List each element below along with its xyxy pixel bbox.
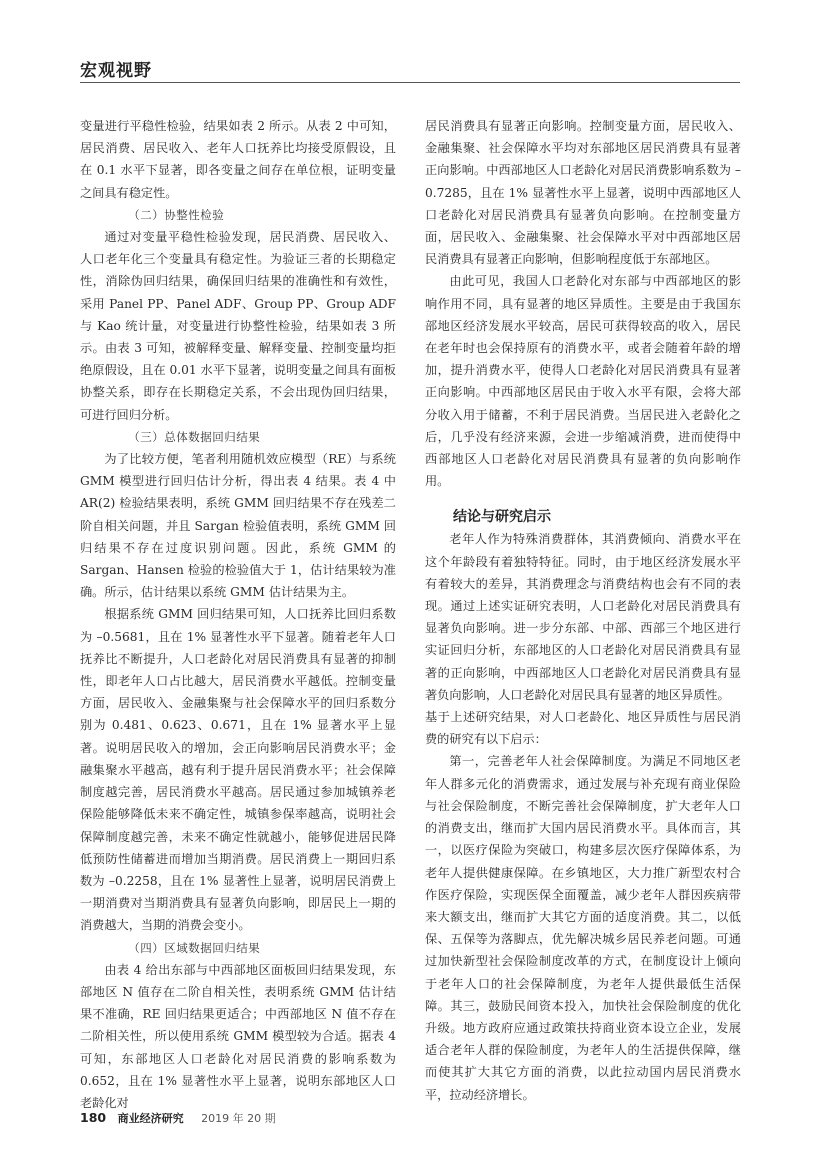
- subsection-heading: （四）区域数据回归结果: [128, 940, 261, 955]
- page-number: 180: [80, 1110, 107, 1125]
- paragraph: 老年人作为特殊消费群体，其消费倾向、消费水平在这个年龄段有着独特特征。同时，由于地区经济发展水平有着较大的差异，其消费理念与消费结构也会有不同的表现。通过上述实证研究表明，人口老龄化对居民消费具有显著负向影响。进一步分东部、中部、西部三个地区进行实证回归分析，东部地区的人口老龄化对居民消费具有显著的正向影响，中西部地区人口老龄化对居民消费具有显著负向影响，人口老龄化对居民具有显著的地区异质性。: [425, 532, 741, 702]
- left-column: [80, 115, 396, 1114]
- paragraph: 第一，完善老年人社会保障制度。为满足不同地区老年人群多元化的消费需求，通过发展与补充现有商业保险与社会保险制度，不断完善社会保障制度，扩大老年人口的消费支出，继而扩大国内居民消费水平。具体而言，其一，以医疗保险为突破口，构建多层次医疗保障体系，为老年人提供健康保障。在乡镇地区，大力推广新型农村合作医疗保险，实现医保全面覆盖，减少老年人群因疾病带来大额支出，继而扩大其它方面的适度消费。其二，以低保、五保等为落脚点，优先解决城乡居民养老问题。可通过加快新型社会保险制度改革的方式，在制度设计上倾向于老年人口的社会保障制度，为老年人提供最低生活保障。其三，鼓励民间资本投入，加快社会保险制度的优化升级。地方政府应通过政策扶持商业资本设立企业，发展适合老年人群的保险制度，为老年人的生活提供保障，继而使其扩大其它方面的消费，以此拉动国内居民消费水平，拉动经济增长。: [425, 754, 741, 1102]
- journal-name: 商业经济研究: [117, 1112, 184, 1125]
- paragraph: 变量进行平稳性检验，结果如表 2 所示。从表 2 中可知，居民消费、居民收入、老年人口抚养比均接受原假设，且在 0.1 水平下显著，即各变量之间存在单位根，证明变量之间具有稳定性。: [80, 119, 396, 200]
- paragraph: 根据系统 GMM 回归结果可知，人口抚养比回归系数为 –0.5681，且在 1% 显著性水平下显著。随着老年人口抚养比不断提升，人口老龄化对居民消费具有显著的抑制性，即老年人口占比越大，居民消费水平越低。控制变量方面，居民收入、金融集聚与社会保障水平的回归系数分别为 0.481、0.623、0.671，且在 1% 显著水平上显著。说明居民收入的增加，会正向影响居民消费水平；金融集聚水平越高，越有利于提升居民消费水平；社会保障制度越完善，居民消费水平越高。居民通过参加城镇养老保险能够降低未来不确定性，城镇参保率越高，说明社会保障制度越完善，未来不确定性就越小，能够促进居民降低预防性储蓄进而增加当期消费。居民消费上一期回归系数为 –0.2258，且在 1% 显著性上显著，说明居民消费上一期消费对当期消费具有显著负向影响，即居民上一期的消费越大，当期的消费会变小。: [80, 607, 396, 933]
- paragraph: 居民消费具有显著正向影响。控制变量方面，居民收入、金融集聚、社会保障水平均对东部地区居民消费具有显著正向影响。中西部地区人口老龄化对居民消费影响系数为 –0.7285，且在 1% 显著性水平上显著，说明中西部地区人口老龄化对居民消费具有显著负向影响。在控制变量方面，居民收入、金融集聚、社会保障水平对中西部地区居民消费具有显著正向影响，但影响程度低于东部地区。: [425, 119, 741, 267]
- paragraph: 基于上述研究结果，对人口老龄化、地区异质性与居民消费的研究有以下启示：: [425, 710, 741, 747]
- right-column: [425, 115, 741, 1106]
- paragraph: 通过对变量平稳性检验发现，居民消费、居民收入、人口老年化三个变量具有稳定性。为验证三者的长期稳定性，消除伪回归结果，确保回归结果的准确性和有效性，采用 Panel PP、Panel ADF、Group PP、Group ADF 与 Kao 统计量，对变量进行协整性检验，结果如表 3 所示。由表 3 可知，被解释变量、解释变量、控制变量均拒绝原假设，且在 0.01 水平下显著，说明变量之间具有面板协整关系，即存在长期稳定关系，不会出现伪回归结果，可进行回归分析。: [80, 230, 396, 422]
- page-footer: [80, 1110, 276, 1126]
- journal-issue: 2019 年 20 期: [201, 1112, 276, 1125]
- running-header: [80, 56, 740, 83]
- paragraph: 为了比较方便，笔者利用随机效应模型（RE）与系统 GMM 模型进行回归估计分析，得出表 4 结果。表 4 中 AR(2) 检验结果表明，系统 GMM 回归结果不存在残差二阶自相关问题，并且 Sargan 检验值表明，系统 GMM 回归结果不存在过度识别问题。因此，系统 GMM 的 Sargan、Hansen 检验的检验值大于 1，估计结果较为准确。所示，估计结果以系统 GMM 估计结果为主。: [80, 452, 396, 600]
- subsection-heading: （三）总体数据回归结果: [128, 429, 261, 444]
- paragraph: 由此可见，我国人口老龄化对东部与中西部地区的影响作用不同，具有显著的地区异质性。主要是由于我国东部地区经济发展水平较高，居民可获得较高的收入，居民在老年时也会保持原有的消费水平，或者会随着年龄的增加，提升消费水平，使得人口老龄化对居民消费具有显著正向影响。中西部地区居民由于收入水平有限，会将大部分收入用于储蓄，不利于居民消费。当居民进入老龄化之后，几乎没有经济来源，会进一步缩减消费，进而使得中西部地区人口老龄化对居民消费具有显著的负向影响作用。: [425, 274, 741, 489]
- subsection-heading: （二）协整性检验: [128, 207, 225, 222]
- paragraph: 由表 4 给出东部与中西部地区面板回归结果发现，东部地区 N 值存在二阶自相关性，表明系统 GMM 估计结果不准确，RE 回归结果更适合；中西部地区 N 值不存在二阶相关性，所以使用系统 GMM 模型较为合适。据表 4 可知，东部地区人口老龄化对居民消费的影响系数为 0.652，且在 1% 显著性水平上显著，说明东部地区人口老龄化对: [80, 962, 396, 1110]
- section-heading: 结论与研究启示: [453, 509, 551, 526]
- section-header-title: 宏观视野: [80, 61, 152, 81]
